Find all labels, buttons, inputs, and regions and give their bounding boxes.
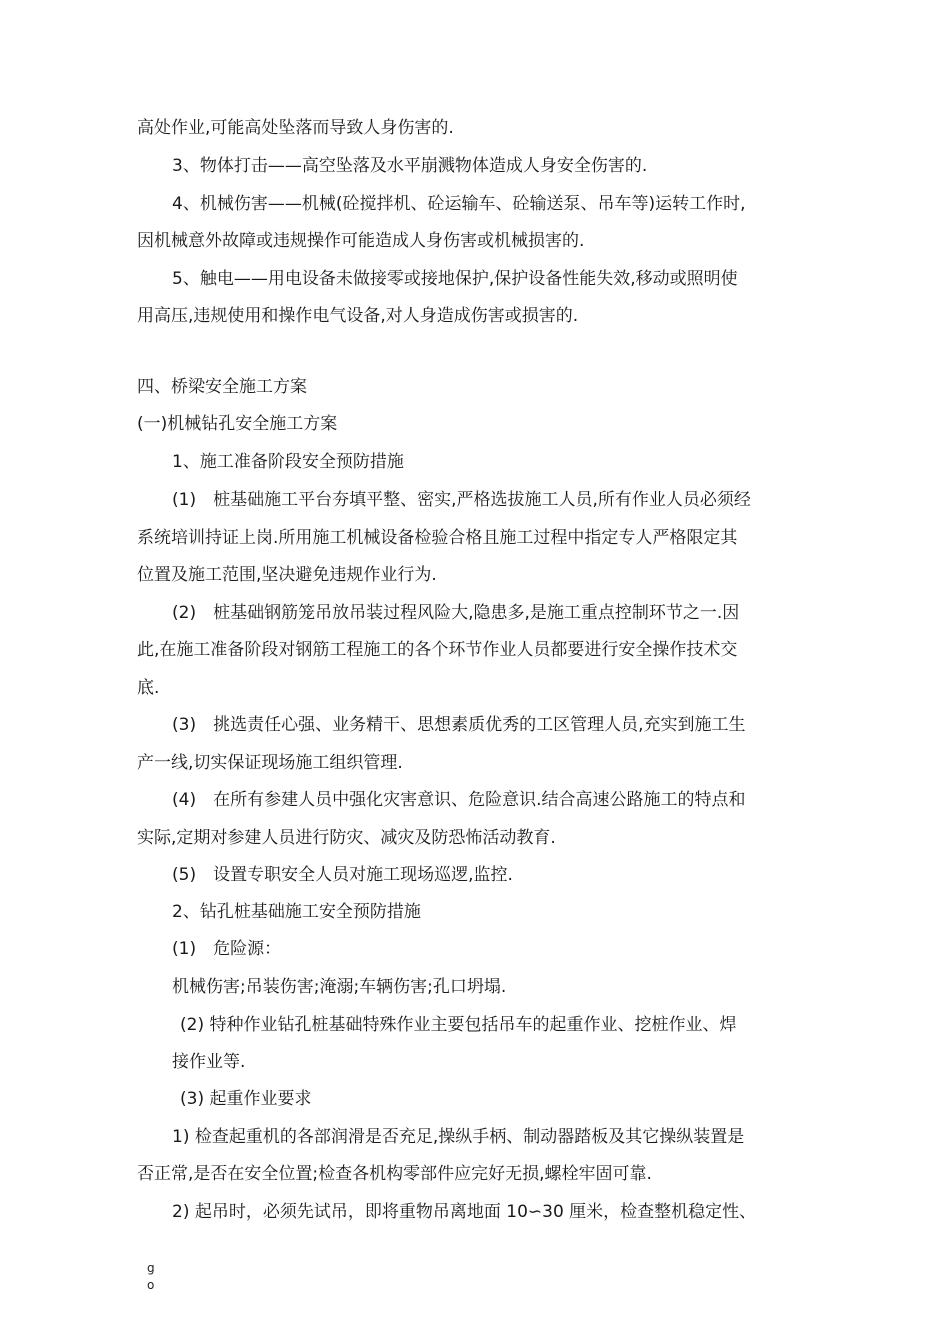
text-line: (3) 起重作业要求: [180, 1089, 312, 1109]
text-line: (5) 设置专职安全人员对施工现场巡逻,监控.: [172, 865, 513, 885]
page-footer-mark: g: [147, 1261, 155, 1275]
text-line: (2) 桩基础钢筋笼吊放吊装过程风险大,隐患多,是施工重点控制环节之一.因: [172, 603, 740, 623]
text-line: (3) 挑选责任心强、业务精干、思想素质优秀的工区管理人员,充实到施工生: [172, 715, 746, 735]
text-line: 否正常,是否在安全位置;检查各机构零部件应完好无损,螺栓牢固可靠.: [137, 1164, 652, 1184]
text-line: 机械伤害;吊装伤害;淹溺;车辆伤害;孔口坍塌.: [172, 977, 507, 997]
text-line: 系统培训持证上岗.所用施工机械设备检验合格且施工过程中指定专人严格限定其: [137, 528, 738, 548]
page-footer-mark: o: [147, 1278, 155, 1292]
text-line: 因机械意外故障或违规操作可能造成人身伤害或机械损害的.: [137, 231, 585, 251]
text-line: 此,在施工准备阶段对钢筋工程施工的各个环节作业人员都要进行安全操作技术交: [137, 640, 738, 660]
text-line: (2) 特种作业钻孔桩基础特殊作业主要包括吊车的起重作业、挖桩作业、焊: [180, 1015, 737, 1035]
section-heading: 四、桥梁安全施工方案: [137, 377, 307, 397]
text-line: 3、物体打击——高空坠落及水平崩溅物体造成人身安全伤害的.: [172, 156, 648, 176]
text-line: 用高压,违规使用和操作电气设备,对人身造成伤害或损害的.: [137, 306, 579, 326]
text-line: (1) 危险源：: [172, 939, 282, 959]
text-line: 4、机械伤害——机械(砼搅拌机、砼运输车、砼输送泵、吊车等)运转工作时,: [172, 194, 746, 214]
text-line: 高处作业,可能高处坠落而导致人身伤害的.: [137, 118, 454, 138]
text-line: 实际,定期对参建人员进行防灾、减灾及防恐怖活动教育.: [137, 828, 556, 848]
text-line: 接作业等.: [172, 1052, 246, 1072]
text-line: 底.: [137, 678, 160, 698]
text-line: 2、钻孔桩基础施工安全预防措施: [172, 902, 421, 922]
subsection-heading: (一)机械钻孔安全施工方案: [137, 414, 338, 434]
text-line: 1、施工准备阶段安全预防措施: [172, 452, 404, 472]
text-line: (4) 在所有参建人员中强化灾害意识、危险意识.结合高速公路施工的特点和: [172, 790, 746, 810]
text-line: 1) 检查起重机的各部润滑是否充足,操纵手柄、制动器踏板及其它操纵装置是: [172, 1127, 745, 1147]
text-line: 5、触电——用电设备未做接零或接地保护,保护设备性能失效,移动或照明使: [172, 269, 738, 289]
text-line: 位置及施工范围,坚决避免违规作业行为.: [137, 565, 437, 585]
text-line: 产一线,切实保证现场施工组织管理.: [137, 753, 403, 773]
text-line: (1) 桩基础施工平台夯填平整、密实,严格选拔施工人员,所有作业人员必须经: [172, 490, 751, 510]
text-line: 2) 起吊时，必须先试吊，即将重物吊离地面 10∽30 厘米，检查整机稳定性、: [172, 1202, 757, 1222]
